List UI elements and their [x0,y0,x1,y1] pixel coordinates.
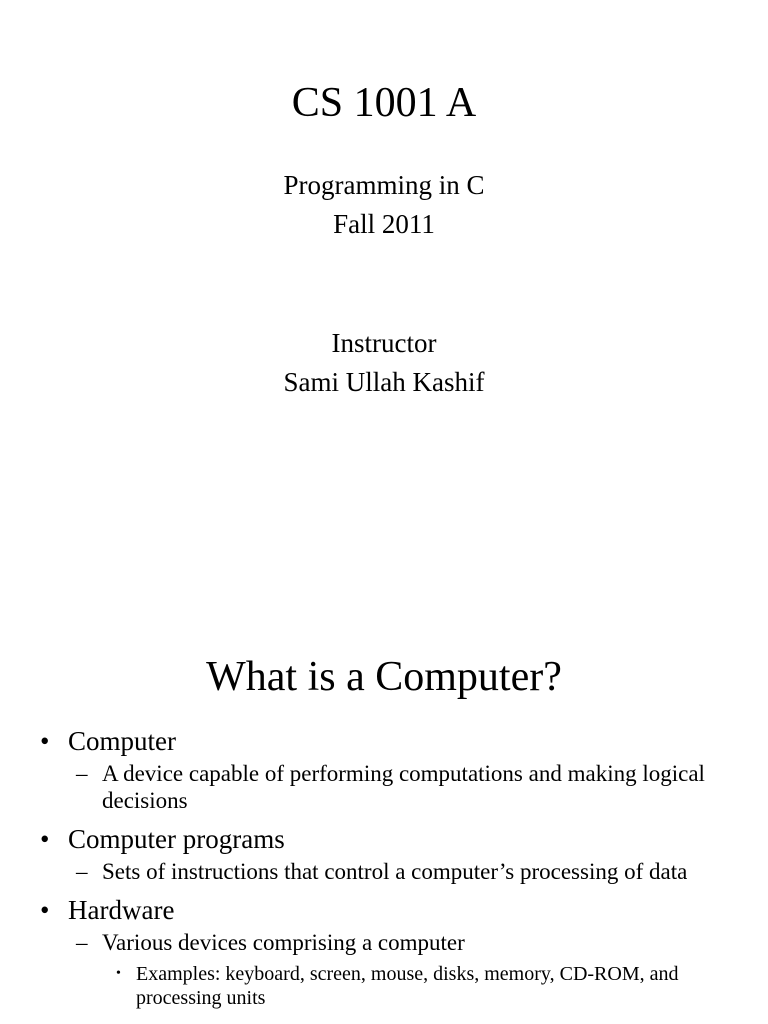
dash-icon: – [76,761,88,786]
instructor-label: Instructor [331,328,437,358]
sub-bullet-text: Various devices comprising a computer [102,930,465,955]
instructor-name: Sami Ullah Kashif [283,367,485,397]
term: Fall 2011 [333,209,435,239]
slide-heading: What is a Computer? [206,654,562,700]
sub-bullet-item [76,858,722,885]
sub-sub-bullet-text: Examples: keyboard, screen, mouse, disks, memory, CD-ROM, and processing units [136,963,679,1009]
course-code-title: CS 1001 A [291,80,477,126]
bullet-label: Computer [68,726,176,756]
course-name: Programming in C [283,170,485,200]
bullet-icon: • [40,895,50,925]
sub-bullet-item [76,760,722,814]
bullet-item [40,891,768,929]
sub-bullet-item [76,929,722,956]
what-is-a-computer-slide [0,600,768,1024]
sub-bullet-text: A device capable of performing computations and making logical decisions [102,761,705,813]
bullet-item [40,722,768,760]
bullet-icon: • [40,824,50,854]
sub-bullet-text: Sets of instructions that control a computer’s processing of data [102,859,688,884]
bullet-item [40,820,768,858]
dash-icon: – [76,930,88,955]
dash-icon: – [76,859,88,884]
bullet-icon: • [40,726,50,756]
bullet-list [0,718,768,1010]
small-bullet-icon: • [116,966,121,981]
bullet-label: Computer programs [68,824,285,854]
sub-sub-bullet-item [116,962,736,1010]
bullet-label: Hardware [68,895,175,925]
